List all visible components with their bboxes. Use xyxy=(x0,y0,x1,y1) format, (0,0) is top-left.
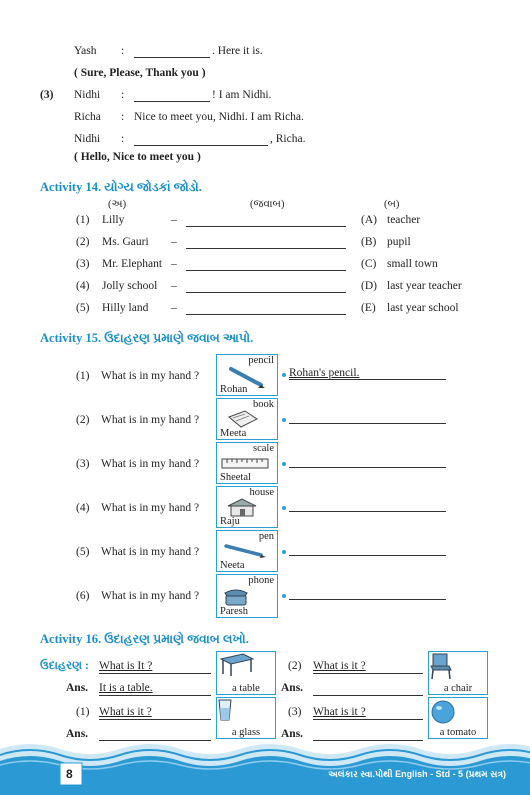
answer-bullet xyxy=(282,594,286,598)
colon: : xyxy=(121,45,125,57)
footer-wave-banner xyxy=(0,735,530,795)
caption: a table xyxy=(232,683,260,694)
example-answer: It is a table. xyxy=(99,682,153,694)
colon: : xyxy=(121,111,125,123)
dialogue-text: ! I am Nidhi. xyxy=(212,89,272,101)
question-text: What is in my hand ? xyxy=(101,546,200,558)
option-letter: (A) xyxy=(361,214,377,226)
person-label: Sheetal xyxy=(220,472,251,483)
answer-line[interactable] xyxy=(186,314,346,315)
left-item: Hilly land xyxy=(102,302,149,314)
dash: – xyxy=(171,302,177,314)
caption: a chair xyxy=(443,683,473,694)
pen-icon xyxy=(223,543,267,559)
activity-15-title: Activity 15. ઉદાહરણ પ્રમાણે જવાબ આપો. xyxy=(40,331,254,345)
book-title: અલંકાર સ્વા.પોથી English - Std - 5 (પ્રથમ સત્ર) xyxy=(328,769,506,779)
question-text: What is in my hand ? xyxy=(101,414,200,426)
question-text: What is it ? xyxy=(99,706,152,718)
row-number: (4) xyxy=(76,280,90,292)
object-label: pen xyxy=(258,531,274,542)
column-b-header: (બ) xyxy=(384,199,400,210)
question-text: What is in my hand ? xyxy=(101,502,200,514)
blank-line[interactable] xyxy=(134,101,210,102)
person-label: Neeta xyxy=(220,560,245,571)
answer-line[interactable] xyxy=(289,467,446,468)
option-letter: (E) xyxy=(361,302,376,314)
question-text: What is in my hand ? xyxy=(101,590,200,602)
question-text: What is it ? xyxy=(313,660,366,672)
answer-label: Ans. xyxy=(281,728,304,740)
answer-line[interactable] xyxy=(289,379,446,380)
example-question: What is It ? xyxy=(99,660,153,672)
answer-line[interactable] xyxy=(289,511,446,512)
row-number: (3) xyxy=(76,458,90,470)
colon: : xyxy=(121,133,125,145)
speaker-nidhi: Nidhi xyxy=(74,89,101,101)
dialogue-text: , Richa. xyxy=(270,133,306,145)
row-number: (5) xyxy=(76,302,90,314)
caption: a glass xyxy=(231,727,261,738)
glass-picture xyxy=(216,697,276,739)
answer-line[interactable] xyxy=(186,270,346,271)
question-line xyxy=(313,719,423,720)
answer-bullet xyxy=(282,418,286,422)
table-picture xyxy=(216,651,276,695)
left-item: Ms. Gauri xyxy=(102,236,149,248)
hint-words: ( Hello, Nice to meet you ) xyxy=(74,151,201,163)
right-item: last year teacher xyxy=(387,280,462,292)
question-line xyxy=(99,673,211,674)
speaker-richa: Richa xyxy=(74,111,101,123)
activity-14-title: Activity 14. યોગ્ય જોડકાં જોડો. xyxy=(40,180,202,194)
answer-line[interactable] xyxy=(186,226,346,227)
dash: – xyxy=(171,280,177,292)
dash: – xyxy=(171,258,177,270)
row-number: (5) xyxy=(76,546,90,558)
row-number: (2) xyxy=(76,414,90,426)
answer-bullet xyxy=(282,550,286,554)
chair-picture xyxy=(428,651,488,695)
answer-line[interactable] xyxy=(313,695,423,696)
person-label: Meeta xyxy=(220,428,247,439)
object-label: pencil xyxy=(248,355,274,366)
right-item: teacher xyxy=(387,214,421,226)
item-number: (3) xyxy=(40,89,54,101)
activity-16-title: Activity 16. ઉદાહરણ પ્રમાણે જવાબ લખો. xyxy=(40,632,249,646)
question-number: (2) xyxy=(288,660,302,672)
person-label: Raju xyxy=(220,516,240,527)
chair-icon xyxy=(429,652,453,680)
ruler-icon xyxy=(221,457,269,471)
house-icon xyxy=(225,497,259,517)
caption: a tomato xyxy=(439,727,477,738)
answer-line[interactable] xyxy=(186,292,346,293)
question-line xyxy=(99,719,211,720)
dialogue-text: Nice to meet you, Nidhi. I am Richa. xyxy=(134,111,304,123)
pencil-picture xyxy=(216,354,278,396)
person-label: Paresh xyxy=(220,606,248,617)
answer-line[interactable] xyxy=(289,423,446,424)
answer-bullet xyxy=(282,462,286,466)
blank-line[interactable] xyxy=(134,145,268,146)
option-letter: (B) xyxy=(361,236,377,248)
object-label: phone xyxy=(248,575,274,586)
dash: – xyxy=(171,214,177,226)
left-item: Lilly xyxy=(102,214,125,226)
question-number: (3) xyxy=(288,706,302,718)
row-number: (4) xyxy=(76,502,90,514)
left-item: Mr. Elephant xyxy=(102,258,163,270)
example-label: ઉદાહરણ : xyxy=(40,660,89,672)
table-icon xyxy=(217,652,257,678)
blank-line[interactable] xyxy=(134,57,210,58)
row-number: (2) xyxy=(76,236,90,248)
answer-line xyxy=(99,695,211,696)
column-a-header: (અ) xyxy=(108,199,127,210)
question-line xyxy=(313,673,423,674)
scale-picture xyxy=(216,442,278,484)
answer-line[interactable] xyxy=(289,599,446,600)
answer-line[interactable] xyxy=(289,555,446,556)
book-picture xyxy=(216,398,278,440)
answer-bullet xyxy=(282,506,286,510)
right-item: pupil xyxy=(387,236,411,248)
row-number: (3) xyxy=(76,258,90,270)
question-number: (1) xyxy=(76,706,90,718)
sample-answer: Rohan's pencil. xyxy=(289,367,360,379)
answer-line[interactable] xyxy=(186,248,346,249)
hint-words: ( Sure, Please, Thank you ) xyxy=(74,67,206,79)
pen-picture xyxy=(216,530,278,572)
option-letter: (C) xyxy=(361,258,377,270)
object-label: house xyxy=(249,487,274,498)
dialogue-text: . Here it is. xyxy=(212,45,263,57)
row-number: (1) xyxy=(76,370,90,382)
person-label: Rohan xyxy=(220,384,248,395)
column-answer-header: (જવાબ) xyxy=(250,199,285,210)
row-number: (1) xyxy=(76,214,90,226)
question-text: What is in my hand ? xyxy=(101,370,200,382)
glass-icon xyxy=(217,698,233,722)
answer-label: Ans. xyxy=(66,728,89,740)
page-number: 8 xyxy=(66,767,73,781)
phone-picture xyxy=(216,574,278,618)
object-label: book xyxy=(253,399,274,410)
speaker-nidhi: Nidhi xyxy=(74,133,101,145)
answer-bullet xyxy=(282,373,286,377)
tomato-icon xyxy=(429,698,457,724)
question-text: What is it ? xyxy=(313,706,366,718)
phone-icon xyxy=(223,587,249,607)
tomato-picture xyxy=(428,697,488,739)
option-letter: (D) xyxy=(361,280,377,292)
right-item: last year school xyxy=(387,302,459,314)
left-item: Jolly school xyxy=(102,280,158,292)
object-label: scale xyxy=(253,443,274,454)
answer-label: Ans. xyxy=(66,682,89,694)
dash: – xyxy=(171,236,177,248)
question-text: What is in my hand ? xyxy=(101,458,200,470)
answer-label: Ans. xyxy=(281,682,304,694)
speaker-yash: Yash xyxy=(74,45,97,57)
colon: : xyxy=(121,89,125,101)
house-picture xyxy=(216,486,278,528)
book-icon xyxy=(227,409,259,429)
row-number: (6) xyxy=(76,590,90,602)
right-item: small town xyxy=(387,258,438,270)
